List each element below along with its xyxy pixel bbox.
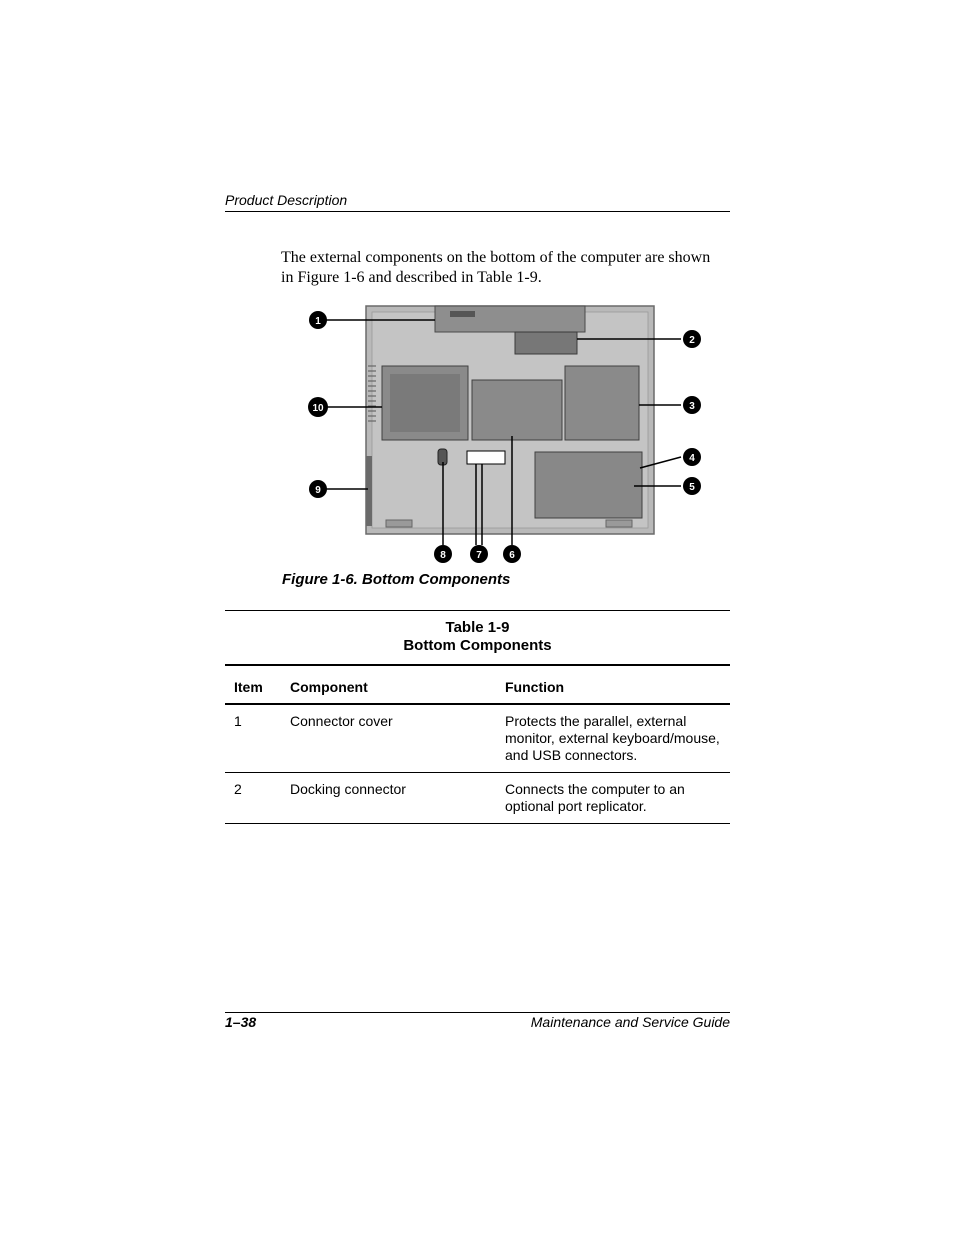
svg-text:5: 5 [689,482,695,493]
svg-text:8: 8 [440,550,446,561]
docking-connector [515,332,577,354]
table-number: Table 1-9 [445,619,510,636]
col-header-function: Function [505,666,730,704]
battery-bay [535,452,642,518]
cell-component: Connector cover [290,704,505,773]
connector-cover [435,306,585,332]
header-rule [225,211,730,212]
guide-title: Maintenance and Service Guide [530,1014,730,1030]
svg-text:7: 7 [476,550,482,561]
foot-left [386,520,412,527]
table-row [225,773,730,824]
cover-latch [450,311,475,317]
col-header-component: Component [290,666,505,704]
side-edge [366,456,372,526]
serial-label [467,451,505,464]
running-head: Product Description [225,192,348,208]
bottom-components-table [225,666,730,824]
page-number: 1–38 [225,1014,257,1030]
table-name: Bottom Components [403,637,552,654]
callout-1 [309,311,327,329]
table-top-rule [225,610,730,611]
callout-4 [683,448,701,466]
svg-text:2: 2 [689,335,695,346]
callout-7 [470,545,488,563]
svg-text:10: 10 [312,403,324,414]
table-title [225,619,730,655]
footer-rule [225,1012,730,1013]
svg-text:9: 9 [315,485,321,496]
table-row [225,704,730,773]
cell-item: 2 [225,773,290,824]
hard-drive-compartment [565,366,639,440]
svg-text:4: 4 [689,453,695,464]
figure-caption: Figure 1-6. Bottom Components [282,571,511,588]
callout-6 [503,545,521,563]
computer-bottom-illustration [300,296,720,578]
intro-paragraph: The external components on the bottom of the computer are shown in Figure 1-6 and described in Table 1-9. [281,249,711,286]
foot-right [606,520,632,527]
svg-text:3: 3 [689,401,695,412]
callout-3 [683,396,701,414]
svg-text:6: 6 [509,550,515,561]
cell-function: Protects the parallel, external monitor, external keyboard/mouse, and USB connectors. [505,704,730,773]
callout-2 [683,330,701,348]
cell-item: 1 [225,704,290,773]
cell-function: Connects the computer to an optional port replicator. [505,773,730,824]
col-header-item: Item [225,666,290,704]
callout-10 [308,397,328,417]
callout-9 [309,480,327,498]
center-compartment [472,380,562,440]
table-header-row [225,666,730,704]
svg-text:1: 1 [315,316,321,327]
memory-compartment-left-inner [390,374,460,432]
callout-8 [434,545,452,563]
cell-component: Docking connector [290,773,505,824]
bottom-components-figure [300,296,720,578]
callout-5 [683,477,701,495]
